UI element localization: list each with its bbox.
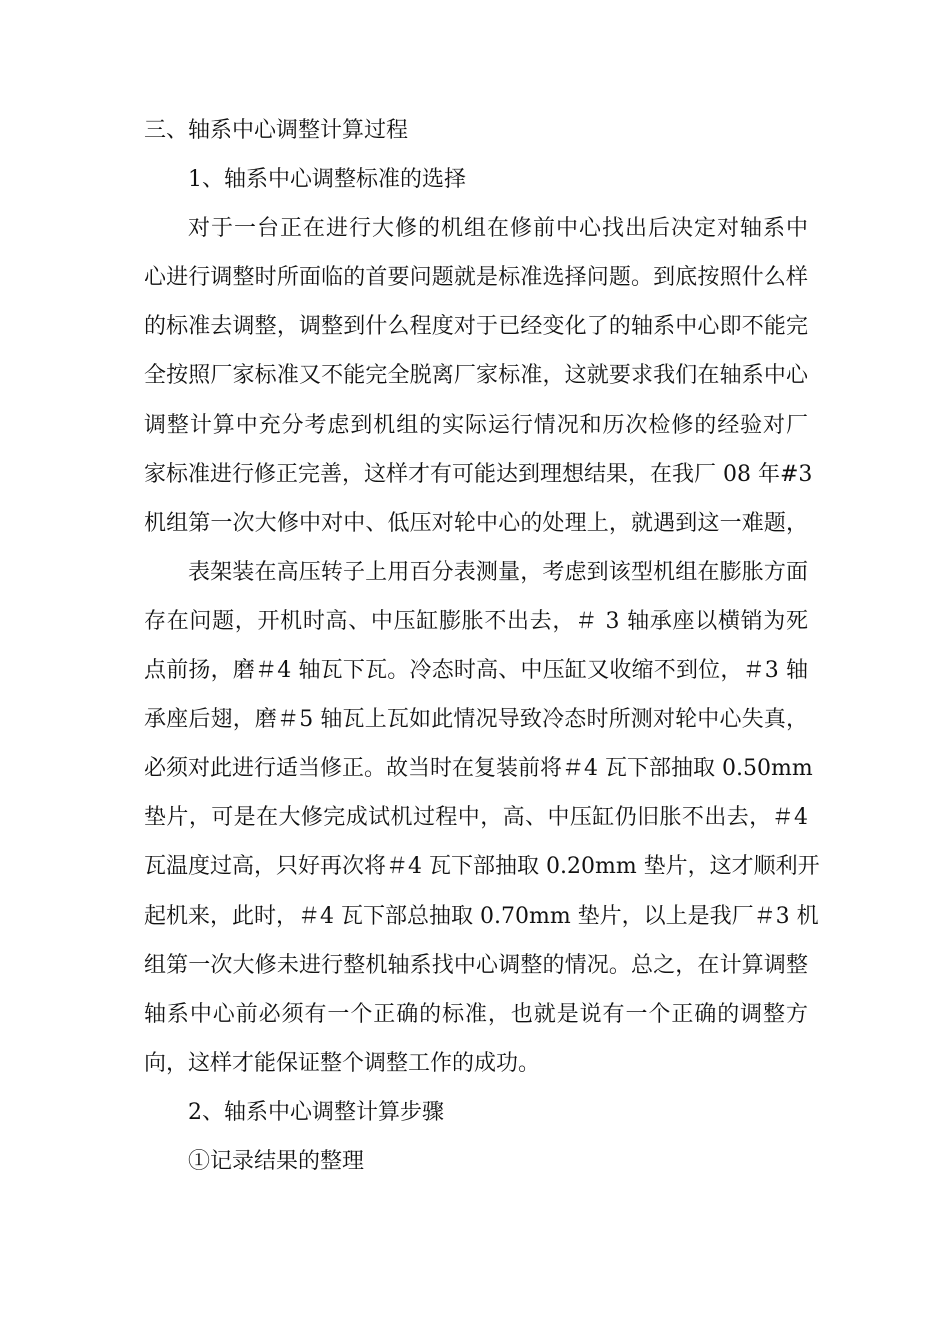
paragraph-line: 垫片，可是在大修完成试机过程中，高、中压缸仍旧胀不出去，＃4: [144, 805, 808, 831]
paragraph-line: 瓦温度过高，只好再次将＃4 瓦下部抽取 0.20mm 垫片，这才顺利开: [144, 854, 820, 880]
paragraph: [144, 204, 813, 548]
paragraph-line: 承座后翅，磨＃5 轴瓦上瓦如此情况导致冷态时所测对轮中心失真，: [144, 707, 808, 733]
paragraph-line: 调整计算中充分考虑到机组的实际运行情况和历次检修的经验对厂: [144, 412, 808, 438]
paragraph-line: 机组第一次大修中对中、低压对轮中心的处理上，就遇到这一难题，: [144, 510, 808, 536]
paragraph-line: 的标准去调整，调整到什么程度对于已经变化了的轴系中心即不能完: [144, 314, 808, 340]
paragraph-line: 全按照厂家标准又不能完全脱离厂家标准，这就要求我们在轴系中心: [144, 363, 808, 389]
list-item: ①记录结果的整理: [188, 1148, 365, 1174]
paragraph-line: 存在问题，开机时高、中压缸膨胀不出去，＃ 3 轴承座以横销为死: [144, 608, 808, 634]
paragraph-line: 家标准进行修正完善，这样才有可能达到理想结果，在我厂 08 年#3: [144, 461, 813, 487]
paragraph-line: 对于一台正在进行大修的机组在修前中心找出后决定对轴系中: [188, 216, 808, 242]
paragraph-line: 点前扬，磨＃4 轴瓦下瓦。冷态时高、中压缸又收缩不到位，＃3 轴: [144, 658, 808, 684]
paragraph-line: 表架装在高压转子上用百分表测量，考虑到该型机组在膨胀方面: [188, 559, 808, 585]
paragraph-line: 向，这样才能保证整个调整工作的成功。: [144, 1050, 541, 1076]
paragraph-line: 心进行调整时所面临的首要问题就是标准选择问题。到底按照什么样: [144, 265, 808, 291]
paragraph-line: 组第一次大修未进行整机轴系找中心调整的情况。总之，在计算调整: [144, 952, 808, 978]
subsection-heading: 1、轴系中心调整标准的选择: [188, 167, 466, 193]
paragraph-line: 必须对此进行适当修正。故当时在复装前将＃4 瓦下部抽取 0.50mm: [144, 756, 813, 782]
paragraph: [144, 548, 820, 1088]
paragraph-line: 起机来，此时，＃4 瓦下部总抽取 0.70mm 垫片，以上是我厂＃3 机: [144, 903, 819, 929]
section-title: 三、轴系中心调整计算过程: [144, 118, 409, 143]
subsection-heading: 2、轴系中心调整计算步骤: [188, 1099, 444, 1125]
paragraph-line: 轴系中心前必须有一个正确的标准，也就是说有一个正确的调整方: [144, 1001, 808, 1027]
document-page: [144, 106, 820, 1186]
